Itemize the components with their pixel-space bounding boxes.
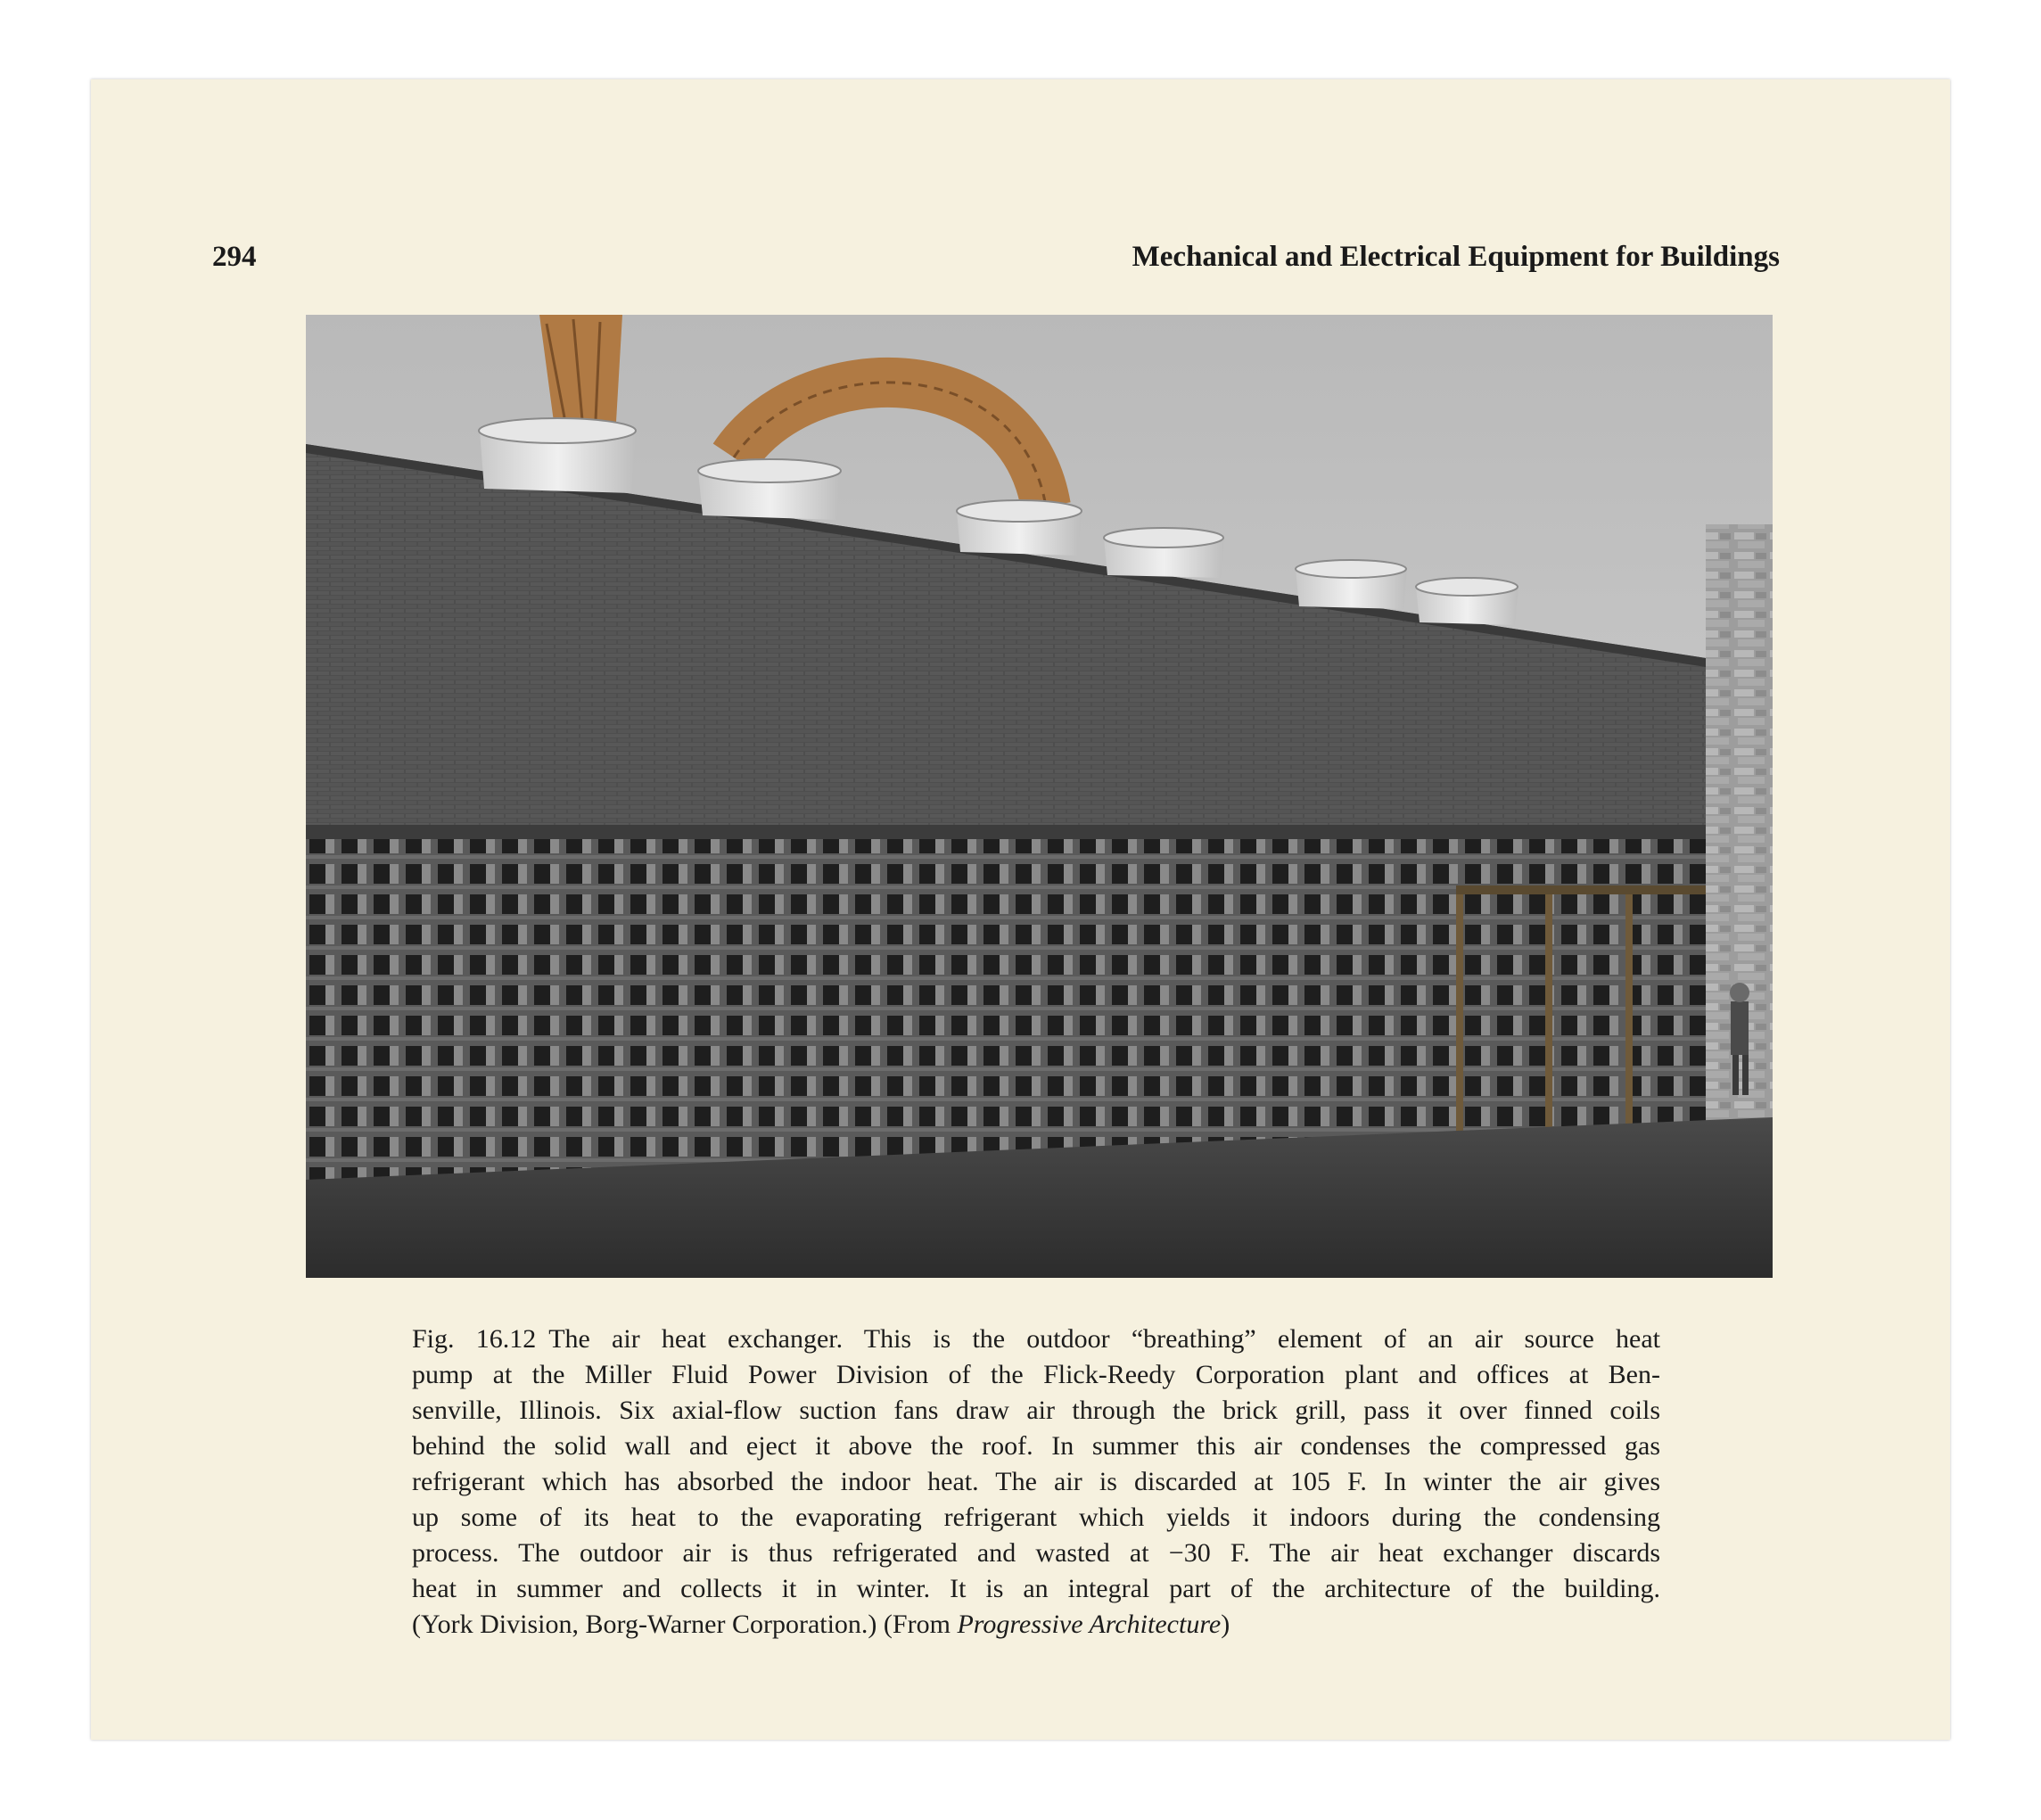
figure-label: Fig. 16.12 xyxy=(412,1324,537,1354)
photo-drawing xyxy=(306,315,1773,1278)
caption-line: process. The outdoor air is thus refrigerated and wasted at −30 F. The air heat exchanger discards xyxy=(412,1538,1660,1568)
page-number: 294 xyxy=(212,241,257,273)
credit-suffix: ) xyxy=(1221,1610,1230,1639)
figure-caption xyxy=(412,1322,1660,1643)
caption-line: refrigerant which has absorbed the indoor heat. The air is discarded at 105 F. In winter the air gives xyxy=(412,1467,1660,1496)
building-photograph xyxy=(306,315,1773,1278)
caption-credit xyxy=(412,1607,1660,1643)
caption-line xyxy=(412,1322,1660,1357)
bleed-through-text xyxy=(1186,1289,1193,1319)
caption-text: The air heat exchanger. This is the outdoor “breathing” element of an air source heat xyxy=(548,1324,1661,1354)
caption-line: pump at the Miller Fluid Power Division of the Flick-Reedy Corporation plant and offices at Ben- xyxy=(412,1360,1660,1389)
credit-prefix: (York Division, Borg-Warner Corporation.) (From xyxy=(412,1610,958,1639)
running-head: Mechanical and Electrical Equipment for Buildings xyxy=(1132,241,1780,273)
caption-line: heat in summer and collects it in winter. It is an integral part of the architecture of the building. xyxy=(412,1574,1660,1603)
caption-line: behind the solid wall and eject it above the roof. In summer this air condenses the compressed gas xyxy=(412,1431,1660,1461)
credit-source: Progressive Architecture xyxy=(957,1610,1222,1639)
caption-line: senville, Illinois. Six axial-flow suction fans draw air through the brick grill, pass it over finned coils xyxy=(412,1396,1660,1425)
caption-line: up some of its heat to the evaporating refrigerant which yields it indoors during the condensing xyxy=(412,1503,1660,1532)
